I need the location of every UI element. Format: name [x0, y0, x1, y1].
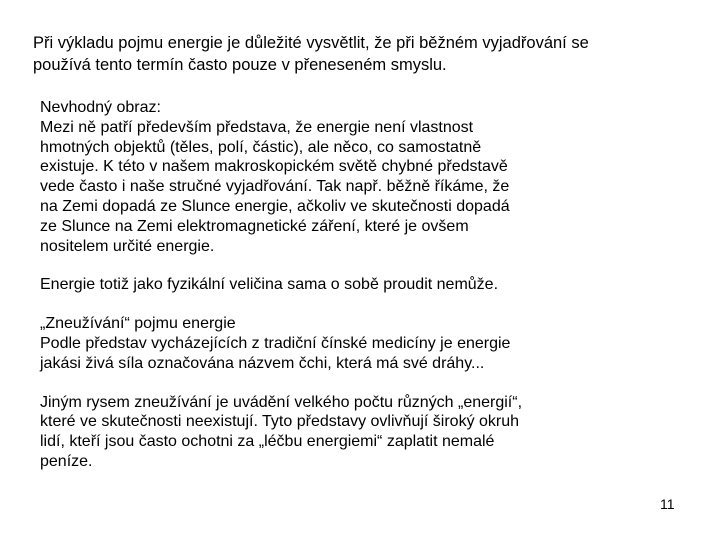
paragraph-line: ze Slunce na Zemi elektromagnetické záření, které je ovšem: [40, 217, 469, 235]
unsuitable-image-paragraph: [40, 98, 640, 256]
paragraph-heading: Nevhodný obraz:: [40, 99, 161, 116]
paragraph-line: Mezi ně patří především představa, že energie není vlastnost: [40, 118, 474, 136]
energy-misuse-paragraph: [40, 314, 640, 373]
paragraph-line: Jiným rysem zneužívání je uvádění velkého počtu různých „energií“,: [40, 393, 523, 411]
paragraph-line: Energie totiž jako fyzikální veličina sama o sobě proudit nemůže.: [40, 276, 499, 294]
paragraph-heading: „Zneužívání“ pojmu energie: [40, 315, 236, 333]
intro-paragraph: [33, 32, 673, 76]
intro-line: Při výkladu pojmu energie je důležité vysvětlit, že při běžném vyjadřování se: [33, 34, 589, 52]
paragraph-line: peníze.: [40, 452, 93, 470]
paragraph-line: existuje. K této v našem makroskopickém světě chybné představě: [40, 158, 508, 176]
paragraph-line: vede často i naše stručné vyjadřování. Tak např. běžně říkáme, že: [40, 178, 510, 196]
body-text: [40, 98, 640, 472]
paragraph-line: jakási živá síla označována názvem čchi, která má své dráhy...: [40, 354, 485, 372]
page-number: 11: [660, 496, 675, 512]
paragraph-line: nositelem určité energie.: [40, 237, 215, 255]
paragraph-line: hmotných objektů (těles, polí, částic), ale něco, co samostatně: [40, 138, 482, 156]
paragraph-line: které ve skutečnosti neexistují. Tyto představy ovlivňují široký okruh: [40, 413, 520, 431]
intro-line: používá tento termín často pouze v přeneseném smyslu.: [33, 56, 447, 74]
energies-paragraph: [40, 393, 640, 472]
energy-flow-paragraph: [40, 275, 640, 295]
paragraph-line: na Zemi dopadá ze Slunce energie, ačkoliv ve skutečnosti dopadá: [40, 197, 510, 215]
paragraph-line: Podle představ vycházejících z tradiční čínské medicíny je energie: [40, 334, 511, 352]
paragraph-line: lidí, kteří jsou často ochotni za „léčbu energiemi“ zaplatit nemalé: [40, 433, 495, 451]
